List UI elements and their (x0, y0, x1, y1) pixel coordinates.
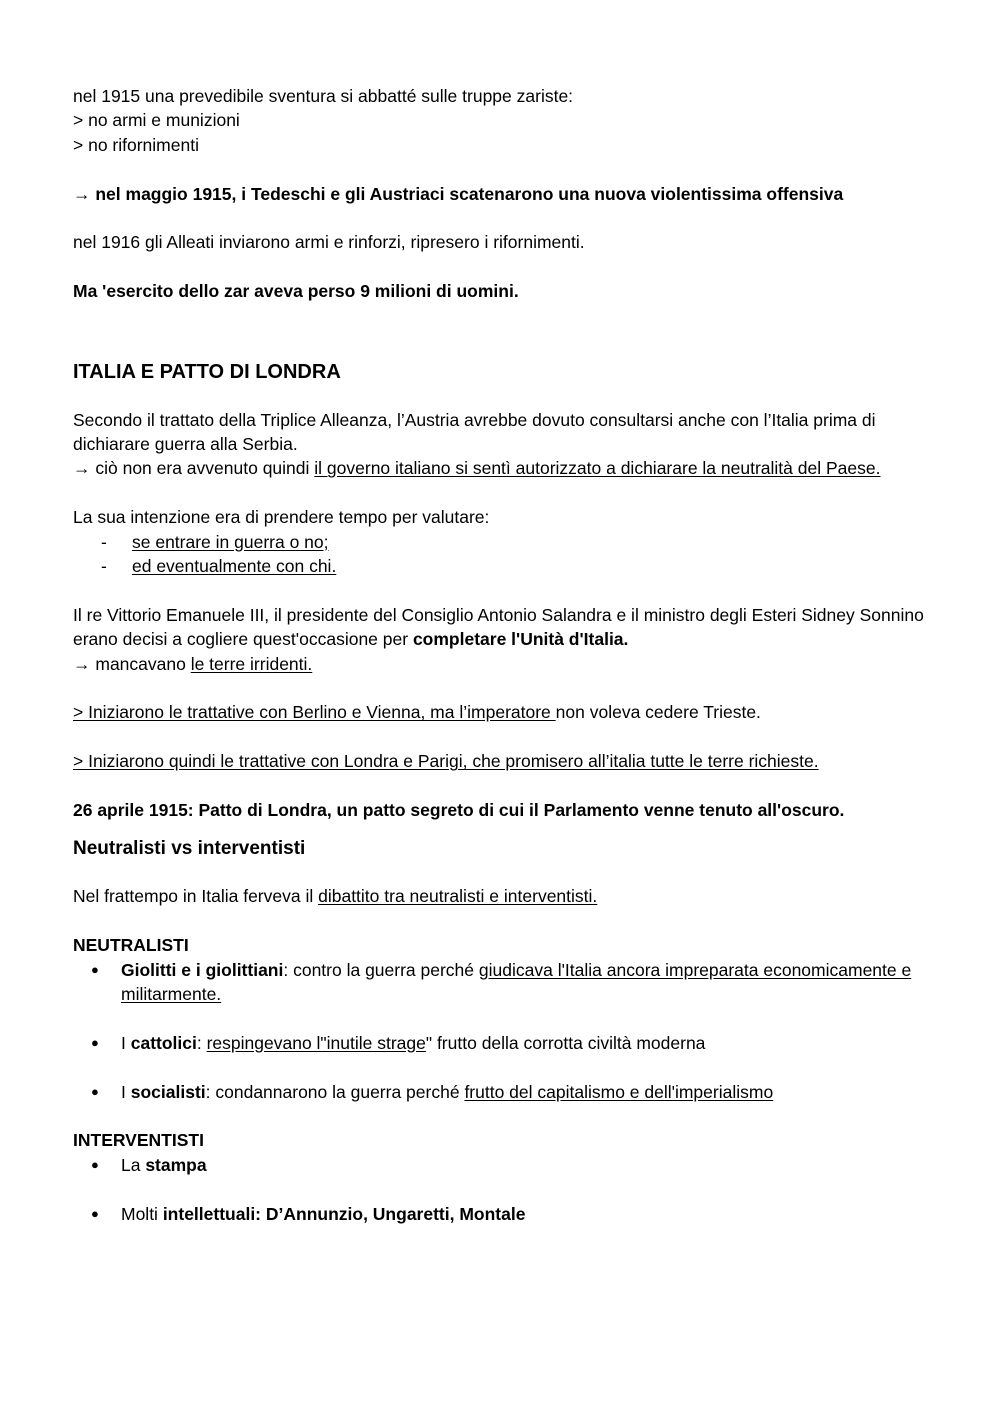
list-item: ● Molti intellettuali: D’Annunzio, Ungaretti, Montale (73, 1202, 933, 1226)
list-item: ● I socialisti: condannarono la guerra perché frutto del capitalismo e dell'imperialismo (73, 1080, 933, 1104)
neutralisti-list (73, 1080, 933, 1104)
neutralisti-list (73, 958, 933, 1007)
paragraph: La sua intenzione era di prendere tempo per valutare: (73, 507, 490, 528)
list-label: INTERVENTISTI (73, 1130, 204, 1151)
text-line: > no rifornimenti (73, 134, 199, 155)
bullet-marker: ● (91, 1156, 99, 1172)
subsection-heading: Neutralisti vs interventisti (73, 838, 306, 860)
list-item: ● Giolitti e i giolittiani: contro la guerra perché giudicava l'Italia ancora impreparata economicamente e militarmente. (91, 959, 912, 1005)
document-page (73, 84, 933, 1226)
bold-statement: → nel maggio 1915, i Tedeschi e gli Austriaci scatenarono una nuova violentissima offensiva (73, 183, 844, 204)
dash-marker: - (101, 556, 107, 577)
neutralisti-list (73, 1031, 933, 1055)
text-line: > no armi e munizioni (73, 110, 240, 131)
bullet-marker: ● (91, 1034, 99, 1050)
bold-statement: 26 aprile 1915: Patto di Londra, un patto segreto di cui il Parlamento venne tenuto all'oscuro. (73, 800, 845, 821)
paragraph: > Iniziarono quindi le trattative con Londra e Parigi, che promisero all’italia tutte le terre richieste. (73, 751, 819, 772)
interventisti-list (73, 1153, 933, 1177)
paragraph: Secondo il trattato della Triplice Alleanza, l’Austria avrebbe dovuto consultarsi anche con l’Italia prima di dichiarare guerra alla Serbia. (73, 409, 876, 455)
bullet-marker: ● (91, 961, 99, 977)
dash-list (73, 530, 933, 579)
paragraph: Nel frattempo in Italia ferveva il dibattito tra neutralisti e interventisti. (73, 886, 598, 907)
interventisti-list (73, 1202, 933, 1226)
dash-marker: - (101, 531, 107, 552)
list-item: - ed eventualmente con chi. (73, 554, 933, 578)
underlined-text: le terre irridenti. (190, 653, 313, 674)
bullet-marker: ● (91, 1083, 99, 1099)
bold-statement: Ma 'esercito dello zar aveva perso 9 milioni di uomini. (73, 281, 519, 302)
paragraph: → ciò non era avvenuto quindi il governo italiano si sentì autorizzato a dichiarare la neutralità del Paese. (73, 458, 881, 479)
text-line: nel 1916 gli Alleati inviarono armi e rinforzi, ripresero i rifornimenti. (73, 232, 585, 253)
paragraph: Il re Vittorio Emanuele III, il presidente del Consiglio Antonio Salandra e il ministro degli Esteri Sidney Sonnino erano decisi a cogliere quest'occasione per completare l'Unità d'Italia. (73, 604, 924, 650)
list-item: ● La stampa (73, 1153, 933, 1177)
list-item: ● I cattolici: respingevano l"inutile strage" frutto della corrotta civiltà moderna (73, 1031, 933, 1055)
paragraph: → mancavano le terre irridenti. (73, 653, 313, 674)
section-heading: ITALIA E PATTO DI LONDRA (73, 360, 341, 383)
list-item: - se entrare in guerra o no; (73, 530, 933, 554)
underlined-text: il governo italiano si sentì autorizzato a dichiarare la neutralità del Paese. (314, 458, 881, 479)
paragraph: > Iniziarono le trattative con Berlino e Vienna, ma l’imperatore non voleva cedere Trieste. (73, 702, 761, 723)
bullet-marker: ● (91, 1205, 99, 1221)
text-line: nel 1915 una prevedibile sventura si abbatté sulle truppe zariste: (73, 86, 574, 106)
list-label: NEUTRALISTI (73, 935, 189, 956)
